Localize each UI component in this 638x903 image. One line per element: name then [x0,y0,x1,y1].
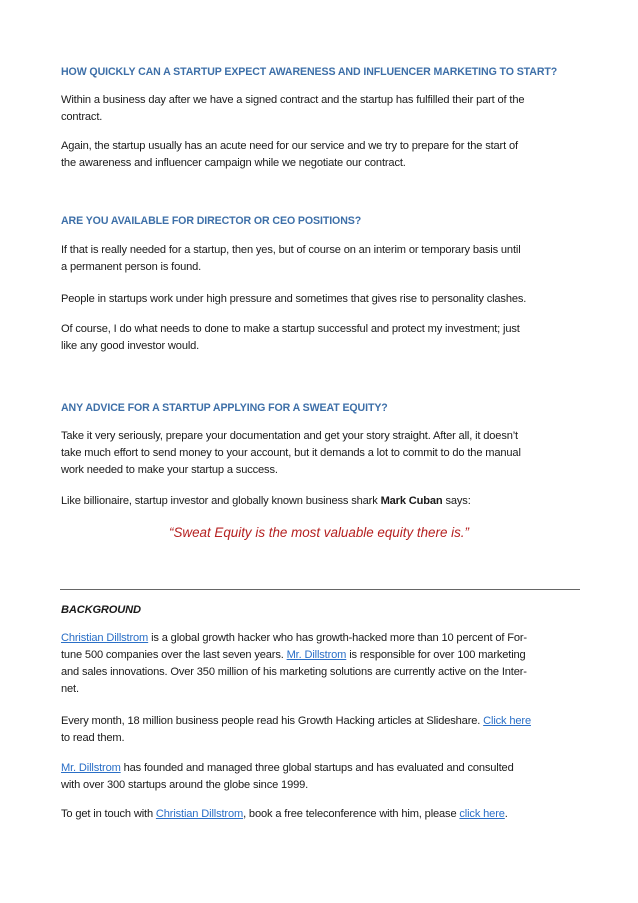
paragraph: People in startups work under high pressure and sometimes that gives rise to personality clashes. [61,293,527,305]
paragraph: Take it very seriously, prepare your documentation and get your story straight. After all, it doesn’t take much effort to send money to your account, but it demands a lot to commit to do the manual work needed to make your startup a success. [61,430,521,476]
sweat-equity-quote: “Sweat Equity is the most valuable equity there is.” [169,525,469,540]
click-here-teleconference-link[interactable]: click here [459,808,505,820]
background-paragraph-slideshare: Every month, 18 million business people read his Growth Hacking articles at Slideshare. Click here to read them. [61,715,531,744]
paragraph: Again, the startup usually has an acute need for our service and we try to prepare for the start of the awareness and influencer campaign while we negotiate our contract. [61,140,518,169]
christian-dillstrom-link[interactable]: Christian Dillstrom [61,632,149,644]
section-heading-sweat-equity: ANY ADVICE FOR A STARTUP APPLYING FOR A SWEAT EQUITY? [61,402,388,414]
mr-dillstrom-link-2[interactable]: Mr. Dillstrom [61,762,121,774]
paragraph: Of course, I do what needs to done to make a startup successful and protect my investment; just like any good investor would. [61,323,520,352]
mr-dillstrom-link[interactable]: Mr. Dillstrom [286,649,347,661]
background-paragraph-startups: Mr. Dillstrom has founded and managed three global startups and has evaluated and consulted with over 300 startups around the globe since 1999. [61,762,514,791]
mark-cuban-name: Mark Cuban [380,495,443,507]
click-here-slideshare-link[interactable]: Click here [483,715,531,727]
paragraph: Within a business day after we have a signed contract and the startup has fulfilled their part of the contract. [61,94,525,123]
christian-dillstrom-link-2[interactable]: Christian Dillstrom [155,808,244,820]
section-heading-awareness-timing: HOW QUICKLY CAN A STARTUP EXPECT AWARENESS AND INFLUENCER MARKETING TO START? [61,66,558,78]
background-paragraph-contact: To get in touch with Christian Dillstrom, book a free teleconference with him, please click here. [61,808,508,820]
paragraph: If that is really needed for a startup, then yes, but of course on an interim or temporary basis until a permanent person is found. [61,244,521,273]
background-heading: BACKGROUND [61,604,141,616]
paragraph-mark-cuban: Like billionaire, startup investor and globally known business shark Mark Cuban says: [61,495,471,507]
divider-line [60,589,580,590]
background-paragraph-bio: Christian Dillstrom is a global growth hacker who has growth-hacked more than 10 percent of For- tune 500 companies over the last seven years. Mr. Dillstrom is responsible for over 100 marketing and sales innovations. Over 350 million of his marketing solutions are currently active on the Inter- net. [61,632,527,695]
section-heading-director-ceo: ARE YOU AVAILABLE FOR DIRECTOR OR CEO POSITIONS? [61,215,362,227]
